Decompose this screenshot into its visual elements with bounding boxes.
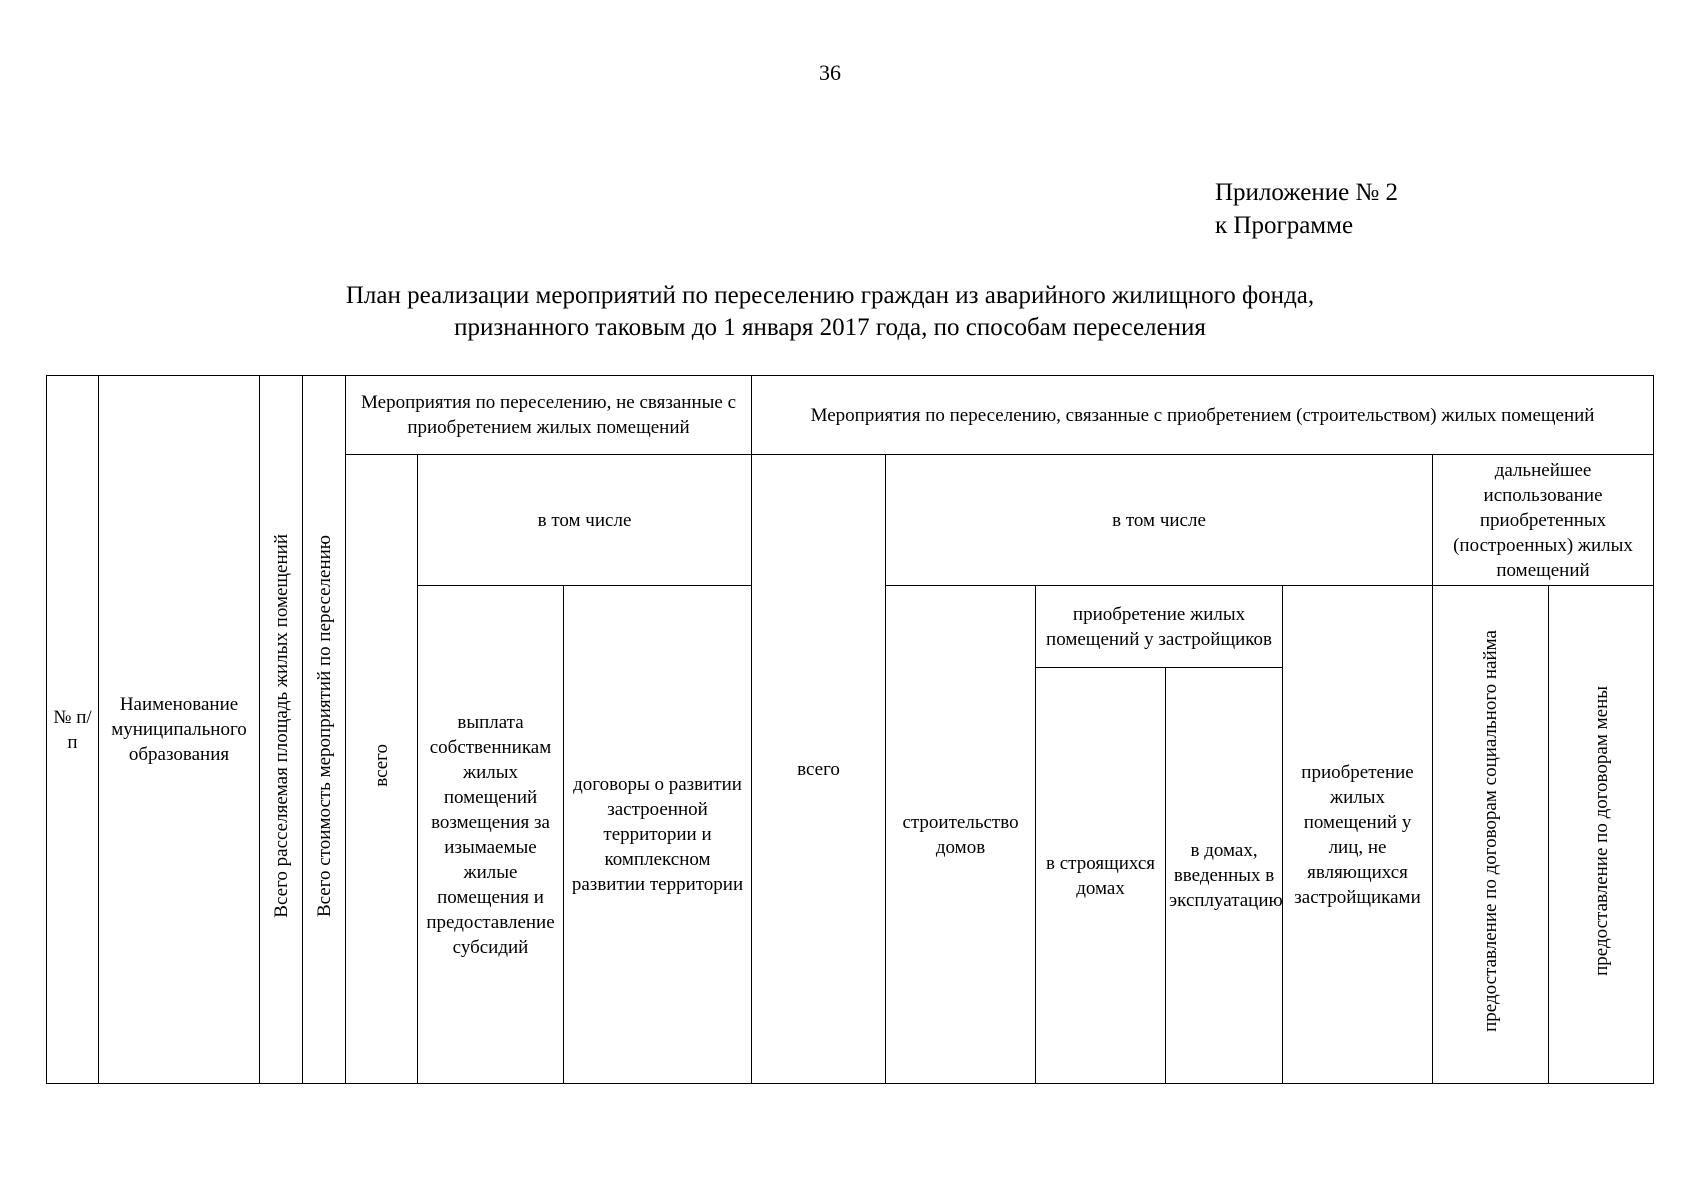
header-municipality: Наименование муниципального образования xyxy=(99,376,260,1084)
page-number: 36 xyxy=(819,60,841,85)
header-in-operation: в домах, введенных в эксплуатацию xyxy=(1166,668,1283,1084)
header-further-use: дальнейшее использование приобретенных (построенных) жилых помещений xyxy=(1433,455,1654,586)
header-payment-to-owners: выплата собственникам жилых помещений возмещения за изымаемые жилые помещения и предоставление субсидий xyxy=(418,586,564,1084)
header-exchange xyxy=(1549,586,1654,1084)
header-row-number: № п/п xyxy=(47,376,99,1084)
header-including-not-related: в том числе xyxy=(418,455,752,586)
header-total-area xyxy=(260,376,303,1084)
header-total-related: всего xyxy=(752,455,886,1084)
header-group-not-related: Мероприятия по переселению, не связанные с приобретением жилых помещений xyxy=(346,376,752,455)
header-territory-contracts: договоры о развитии застроенной территории и комплексном развитии территории xyxy=(564,586,752,1084)
header-social-lease xyxy=(1433,586,1549,1084)
title-line-2: признанного таковым до 1 января 2017 года, по способам переселения xyxy=(454,314,1206,341)
appendix-line-1: Приложение № 2 xyxy=(1215,179,1399,206)
resettlement-plan-table xyxy=(46,375,1654,1084)
header-total-area-text: Всего расселяемая площадь жилых помещений xyxy=(270,534,292,918)
header-total-not-related-text: всего xyxy=(371,744,392,787)
header-purchase-from-developers: приобретение жилых помещений у застройщиков xyxy=(1036,586,1283,668)
header-total-cost xyxy=(303,376,346,1084)
title-line-1: План реализации мероприятий по переселению граждан из аварийного жилищного фонда, xyxy=(345,282,1315,309)
appendix-reference xyxy=(1215,176,1398,242)
header-under-construction: в строящихся домах xyxy=(1036,668,1166,1084)
document-title xyxy=(0,280,1660,344)
header-purchase-from-non-developers: приобретение жилых помещений у лиц, не являющихся застройщиками xyxy=(1283,586,1433,1084)
header-exchange-text: предоставление по договорам мены xyxy=(1590,686,1612,976)
header-total-cost-text: Всего стоимость мероприятий по переселению xyxy=(313,534,335,918)
header-social-lease-text: предоставление по договорам социального найма xyxy=(1480,630,1502,1032)
header-house-construction: строительство домов xyxy=(886,586,1036,1084)
header-group-related: Мероприятия по переселению, связанные с приобретением (строительством) жилых помещений xyxy=(752,376,1654,455)
appendix-line-2: к Программе xyxy=(1215,212,1354,239)
header-total-not-related xyxy=(346,455,418,1084)
header-including-related: в том числе xyxy=(886,455,1433,586)
